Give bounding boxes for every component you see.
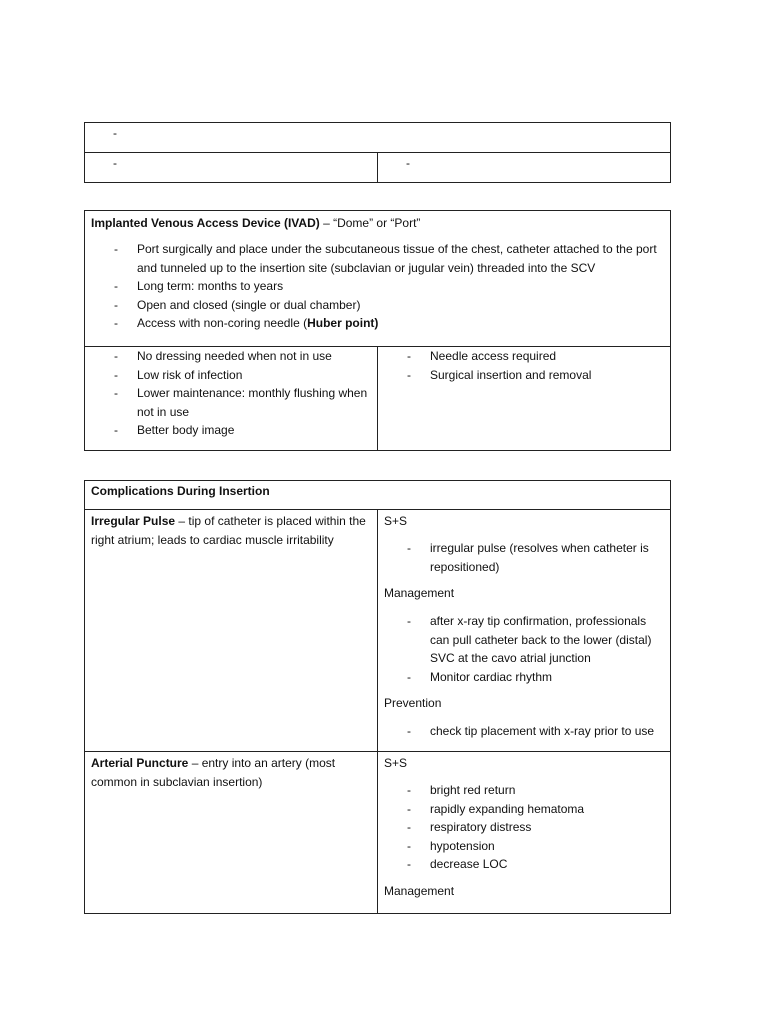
prevention-list bbox=[378, 722, 664, 741]
management-label: Management bbox=[384, 883, 455, 898]
template-right-cell bbox=[378, 153, 671, 183]
list-item: - irregular pulse (resolves when catheter is repositioned) bbox=[378, 539, 664, 576]
advantages-list bbox=[85, 347, 371, 440]
ss-list bbox=[378, 539, 664, 576]
list-item: - rapidly expanding hematoma bbox=[378, 800, 664, 819]
dash-text: - bbox=[406, 156, 410, 170]
list-item: - Needle access required bbox=[378, 347, 664, 366]
huber-point-bold: Huber point) bbox=[307, 316, 379, 330]
management-list bbox=[378, 612, 664, 686]
ivad-bullets bbox=[85, 240, 664, 333]
arterial-puncture-name: Arterial Puncture bbox=[91, 756, 189, 770]
ivad-title bbox=[91, 215, 664, 231]
irregular-pulse-cell bbox=[85, 510, 378, 752]
list-item: - Better body image bbox=[85, 421, 371, 440]
ss-label: S+S bbox=[384, 514, 408, 528]
ivad-advantages-cell bbox=[85, 347, 378, 451]
ivad-title-bold: Implanted Venous Access Device (IVAD) bbox=[91, 216, 320, 230]
arterial-puncture-details bbox=[378, 752, 671, 914]
template-row-cell bbox=[85, 123, 671, 153]
list-item: - Low risk of infection bbox=[85, 366, 371, 385]
empty-template-table bbox=[84, 122, 671, 183]
complications-header: Complications During Insertion bbox=[85, 481, 671, 510]
complications-table bbox=[84, 480, 671, 914]
irregular-pulse-name: Irregular Pulse bbox=[91, 514, 176, 528]
irregular-pulse-details bbox=[378, 510, 671, 752]
list-item: - Long term: months to years bbox=[85, 277, 664, 296]
list-item: - decrease LOC bbox=[378, 855, 664, 874]
ivad-title-rest: – “Dome” or “Port” bbox=[319, 216, 421, 230]
list-item bbox=[85, 314, 664, 333]
ivad-table bbox=[84, 210, 671, 451]
ivad-description-cell bbox=[85, 211, 671, 347]
list-item: - bright red return bbox=[378, 781, 664, 800]
arterial-puncture-desc: – entry into an artery (most common in subclavian insertion) bbox=[91, 756, 336, 789]
ivad-disadvantages-cell bbox=[378, 347, 671, 451]
list-item: - after x-ray tip confirmation, professionals can pull catheter back to the lower (distal) SVC at the cavo atrial junction bbox=[378, 612, 664, 668]
prevention-label: Prevention bbox=[384, 696, 442, 710]
template-left-cell bbox=[85, 153, 378, 183]
dash-text: - bbox=[113, 156, 117, 170]
ss-list bbox=[378, 781, 664, 874]
list-item: - respiratory distress bbox=[378, 818, 664, 837]
irregular-pulse-desc: – tip of catheter is placed within the right atrium; leads to cardiac muscle irritability bbox=[91, 514, 366, 547]
list-item: - Monitor cardiac rhythm bbox=[378, 668, 664, 687]
list-item: - Port surgically and place under the subcutaneous tissue of the chest, catheter attached to the port and tunneled up to the insertion site (subclavian or jugular vein) threaded into the SCV bbox=[85, 240, 664, 277]
huber-prefix: Access with non-coring needle ( bbox=[137, 316, 308, 330]
list-item: - Open and closed (single or dual chamber) bbox=[85, 296, 664, 315]
list-item: - check tip placement with x-ray prior to use bbox=[378, 722, 664, 741]
dash-text: - bbox=[113, 126, 117, 140]
disadvantages-list bbox=[378, 347, 664, 384]
list-item: - No dressing needed when not in use bbox=[85, 347, 371, 366]
list-item: - hypotension bbox=[378, 837, 664, 856]
arterial-puncture-cell bbox=[85, 752, 378, 914]
list-item: - Surgical insertion and removal bbox=[378, 366, 664, 385]
management-label: Management bbox=[384, 586, 455, 600]
list-item: - Lower maintenance: monthly flushing when not in use bbox=[85, 384, 371, 421]
ss-label: S+S bbox=[384, 756, 408, 770]
